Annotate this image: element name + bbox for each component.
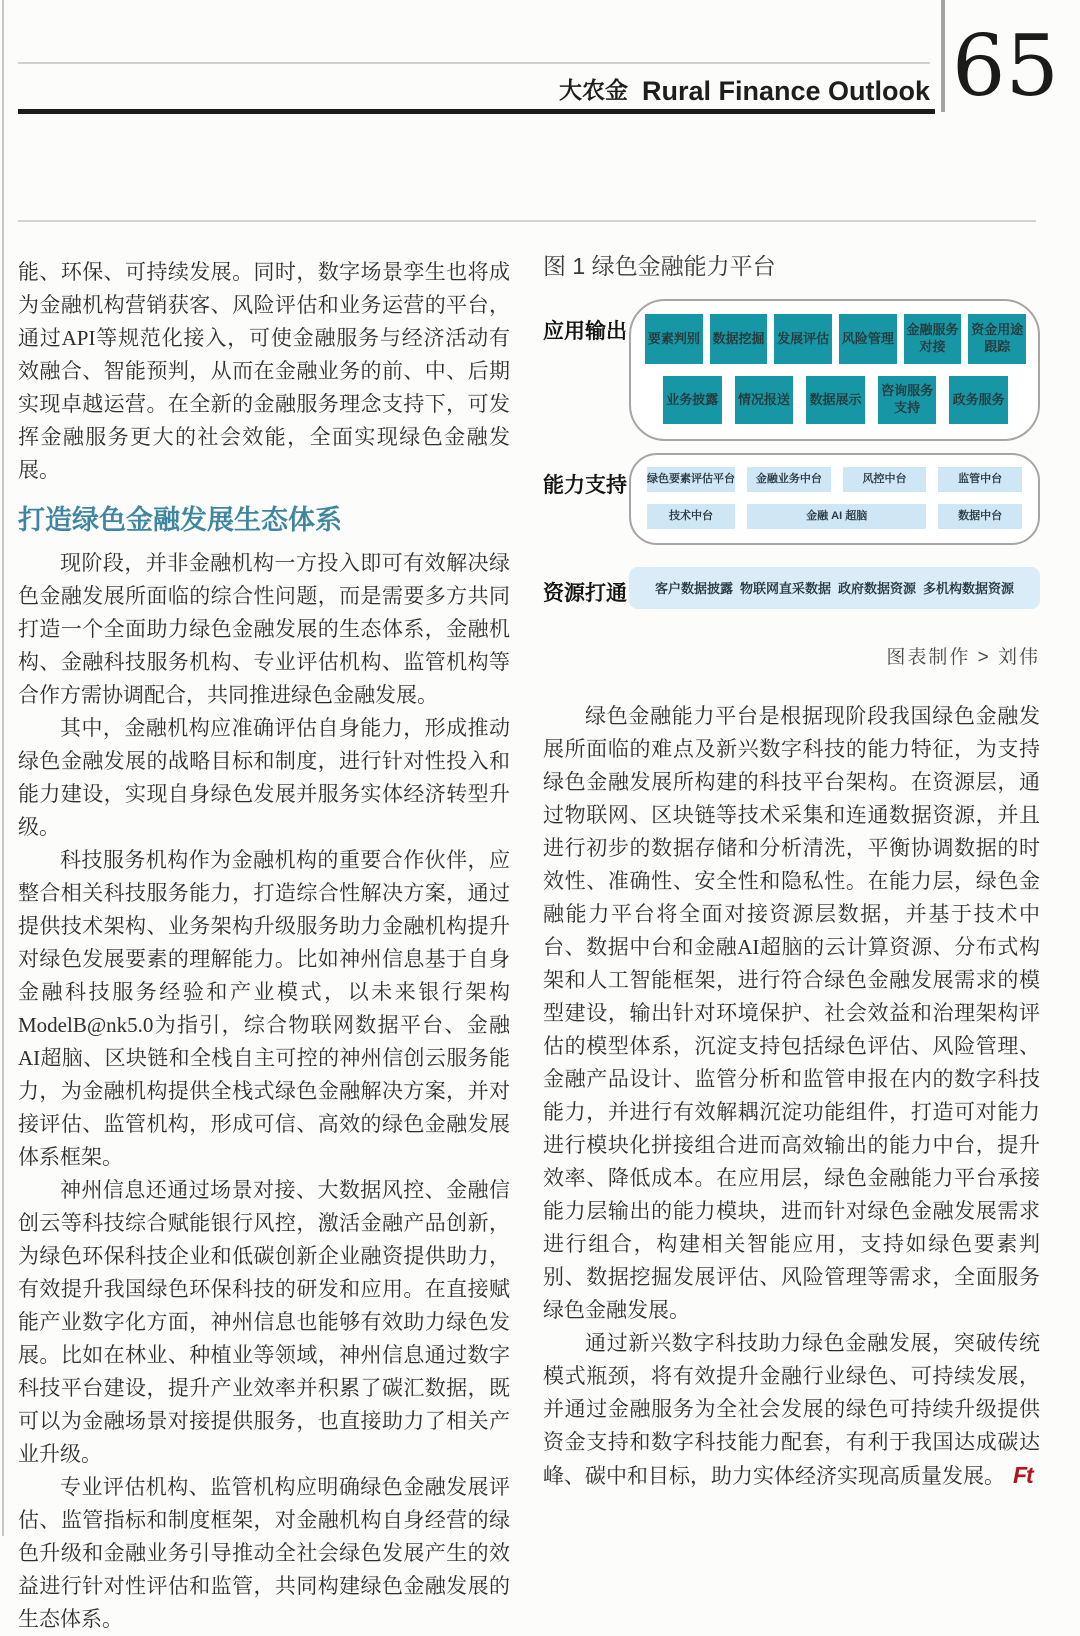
page-number: 65 <box>952 17 1059 115</box>
figure-title: 图 1 绿色金融能力平台 <box>543 253 776 279</box>
left-column <box>18 256 510 1636</box>
capability-support-box <box>629 453 1040 545</box>
app-box-item: 风险管理 <box>839 314 897 364</box>
resource-item: 物联网直采数据 <box>739 580 831 596</box>
capability-item: 监管中台 <box>938 467 1022 492</box>
capability-item: 数据中台 <box>938 504 1022 529</box>
figure-credit: 图表制作 > 刘伟 <box>886 647 1040 668</box>
app-box-item: 数据展示 <box>806 376 865 424</box>
app-box-item: 政务服务 <box>949 376 1008 424</box>
app-box-item: 要素判别 <box>645 314 703 364</box>
app-box-item: 咨询服务支持 <box>878 376 937 424</box>
body-paragraph <box>543 1327 1040 1493</box>
layer-label-capability-support: 能力支持 <box>543 474 627 497</box>
application-output-box <box>629 299 1040 441</box>
article-end-mark: Ft <box>1013 1462 1033 1488</box>
body-paragraph: 科技服务机构作为金融机构的重要合作伙伴，应整合相关科技服务能力，打造综合性解决方案，通过提供技术架构、业务架构升级服务助力金融机构提升对绿色发展要素的理解能力。比如神州信息基于自身金融科技服务经验和产业模式，以未来银行架构ModelB@nk5.0为指引，综合物联网数据平台、金融AI超脑、区块链和全栈自主可控的神州信创云服务能力，为金融机构提供全栈式绿色金融解决方案，并对接评估、监管机构，形成可信、高效的绿色金融发展体系框架。 <box>18 848 510 1169</box>
app-box-item: 资金用途跟踪 <box>968 314 1026 364</box>
capability-item: 绿色要素评估平台 <box>647 467 735 492</box>
body-paragraph: 能、环保、可持续发展。同时，数字场景孪生也将成为金融机构营销获客、风险评估和业务运营的平台，通过API等规范化接入，可使金融服务与经济活动有效融合、智能预判，从而在金融业务的前、中、后期实现卓越运营。在全新的金融服务理念支持下，可发挥金融服务更大的社会效能，全面实现绿色金融发展。 <box>18 260 510 482</box>
body-paragraph: 现阶段，并非金融机构一方投入即可有效解决绿色金融发展所面临的综合性问题，而是需要多方共同打造一个全面助力绿色金融发展的生态体系，金融机构、金融科技服务机构、专业评估机构、监管机构等合作方需协调配合，共同推进绿色金融发展。 <box>18 551 510 707</box>
app-box-item: 发展评估 <box>774 314 832 364</box>
paragraph-text: 通过新兴数字科技助力绿色金融发展，突破传统模式瓶颈，将有效提升金融行业绿色、可持续发展，并通过金融服务为全社会发展的绿色可持续升级提供资金支持和数字科技能力配套，有利于我国达成碳达峰、碳中和目标，助力实体经济实现高质量发展。 <box>543 1331 1040 1488</box>
body-paragraph: 绿色金融能力平台是根据现阶段我国绿色金融发展所面临的难点及新兴数字科技的能力特征，为支持绿色金融发展所构建的科技平台架构。在资源层，通过物联网、区块链等技术采集和连通数据资源，并且进行初步的数据存储和分析清洗，平衡协调数据的时效性、准确性、安全性和隐私性。在能力层，绿色金融能力平台将全面对接资源层数据，并基于技术中台、数据中台和金融AI超脑的云计算资源、分布式构架和人工智能框架，进行符合绿色金融发展需求的模型建设，输出针对环境保护、社会效益和治理架构评估的模型体系，沉淀支持包括绿色评估、风险管理、金融产品设计、监管分析和监管申报在内的数字科技能力，并进行有效解耦沉淀功能组件，打造可对能力进行模块化拼接组合进而高效输出的能力中台，提升效率、降低成本。在应用层，绿色金融能力平台承接能力层输出的能力模块，进而针对绿色金融发展需求进行组合，构建相关智能应用，支持如绿色要素判别、数据挖掘发展评估、风险管理等需求，全面服务绿色金融发展。 <box>543 704 1040 1322</box>
layer-label-application-output: 应用输出 <box>543 320 627 343</box>
capability-item-ai-brain: 金融 AI 超脑 <box>747 504 926 529</box>
resource-item: 客户数据披露 <box>655 580 734 596</box>
figure-grid <box>543 299 1040 623</box>
layer-label-resource-connection: 资源打通 <box>543 582 627 605</box>
resource-item: 政府数据资源 <box>837 580 916 596</box>
resource-item: 多机构数据资源 <box>922 580 1014 596</box>
app-row-1 <box>645 314 1026 364</box>
app-box-item: 情况报送 <box>735 376 794 424</box>
top-hairline <box>18 62 930 64</box>
header-rule <box>18 109 935 114</box>
app-row-2 <box>663 376 1008 424</box>
section-heading: 打造绿色金融发展生态体系 <box>18 505 342 535</box>
body-paragraph: 专业评估机构、监管机构应明确绿色金融发展评估、监管指标和制度框架，对金融机构自身经营的绿色升级和金融业务引导推动全社会绿色发展产生的效益进行针对性评估和监管，共同构建绿色金融发展的生态体系。 <box>18 1475 510 1631</box>
app-box-item: 金融服务对接 <box>904 314 962 364</box>
page-header <box>18 72 930 107</box>
capability-item: 风控中台 <box>843 467 927 492</box>
figure-green-finance-platform <box>543 250 1040 674</box>
body-paragraph: 神州信息还通过场景对接、大数据风控、金融信创云等科技综合赋能银行风控，激活金融产品创新，为绿色环保科技企业和低碳创新企业融资提供助力，有效提升我国绿色环保科技的研发和应用。在直接赋能产业数字化方面，神州信息也能够有效助力绿色发展。比如在林业、种植业等领域，神州信息通过数字科技平台建设，提升产业效率并积累了碳汇数据，既可以为金融场景对接提供服务，也直接助力了相关产业升级。 <box>18 1178 510 1466</box>
header-divider <box>941 0 945 112</box>
capability-item: 金融业务中台 <box>747 467 831 492</box>
brand-chinese: 大农金 <box>558 77 628 103</box>
resource-connection-box <box>629 567 1040 609</box>
right-column <box>543 250 1040 1493</box>
sub-hairline <box>18 220 1036 222</box>
app-box-item: 数据挖掘 <box>710 314 768 364</box>
brand-english: Rural Finance Outlook <box>641 76 930 106</box>
app-box-item: 业务披露 <box>663 376 722 424</box>
capability-item: 技术中台 <box>647 504 735 529</box>
page-left-edge <box>2 0 4 1536</box>
body-paragraph: 其中，金融机构应准确评估自身能力，形成推动绿色金融发展的战略目标和制度，进行针对性投入和能力建设，实现自身绿色发展并服务实体经济转型升级。 <box>18 716 510 839</box>
